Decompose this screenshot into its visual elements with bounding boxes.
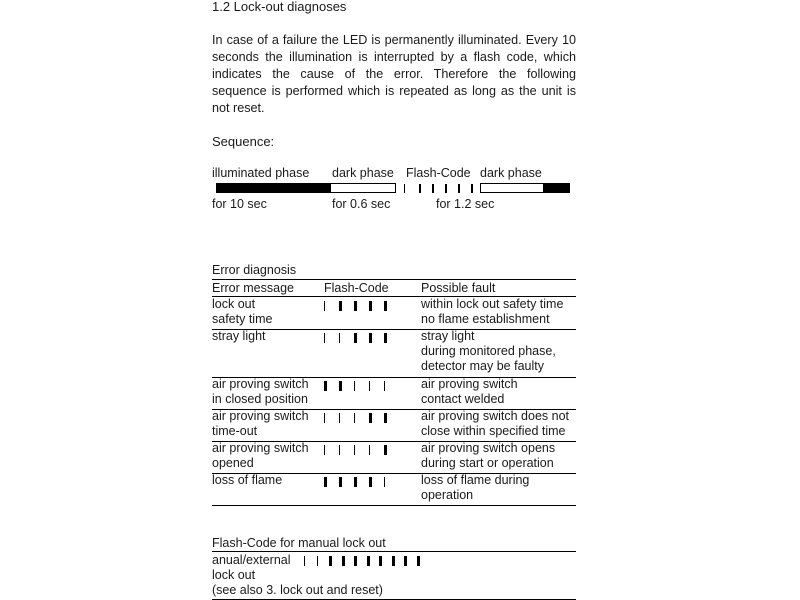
possible-fault-text: air proving switch does not xyxy=(421,409,569,423)
possible-fault-text: stray light xyxy=(421,329,475,343)
flash-long-mark xyxy=(384,413,387,423)
flash-short-mark xyxy=(304,556,305,566)
sequence-diagram xyxy=(212,166,576,216)
dark-phase-bar-2 xyxy=(480,183,544,193)
error-message-text: loss of flame xyxy=(212,473,283,487)
flash-tick xyxy=(432,184,434,193)
possible-fault-text: no flame establishment xyxy=(421,312,550,326)
illuminated-phase-label: illuminated phase xyxy=(212,166,310,180)
flash-long-mark xyxy=(369,301,372,311)
table-rule xyxy=(212,551,576,552)
flash-long-mark xyxy=(339,477,342,487)
flash-short-mark xyxy=(354,445,355,455)
flash-long-mark xyxy=(339,381,342,391)
error-message-text: stray light xyxy=(212,329,266,343)
possible-fault-text: contact welded xyxy=(421,392,505,406)
flash-long-mark xyxy=(367,556,370,566)
error-message-text: lock out xyxy=(212,297,256,311)
possible-fault-text: operation xyxy=(421,488,474,502)
illuminated-bar xyxy=(216,183,330,193)
possible-fault-text: air proving switch xyxy=(421,377,518,391)
error-message-text: time-out xyxy=(212,424,258,438)
flash-long-mark xyxy=(354,477,357,487)
flash-short-mark xyxy=(324,301,325,311)
section-heading: 1.2 Lock-out diagnoses xyxy=(212,0,347,14)
possible-fault-text: within lock out safety time xyxy=(421,297,564,311)
possible-fault-text: air proving switch opens xyxy=(421,441,556,455)
intro-paragraph: In case of a failure the LED is permanently illuminated. Every 10 seconds the illumination is interrupted by a flash code, which indicates the cause of the error. Therefore the following sequence is performed which is repeated as long as the unit is not reset. xyxy=(212,33,576,115)
possible-fault-text: loss of flame during xyxy=(421,473,530,487)
error-message-text: opened xyxy=(212,456,254,470)
illuminated-duration: for 10 sec xyxy=(212,197,267,211)
flash-short-mark xyxy=(354,381,355,391)
flash-short-mark xyxy=(354,413,355,423)
table-rule xyxy=(212,329,576,330)
sequence-label: Sequence: xyxy=(212,134,275,149)
flash-short-mark xyxy=(317,556,318,566)
flash-tick xyxy=(445,184,447,193)
flash-long-mark xyxy=(369,413,372,423)
flash-long-mark xyxy=(369,333,372,343)
possible-fault-text: during start or operation xyxy=(421,456,554,470)
flash-long-mark xyxy=(369,477,372,487)
dark-phase-label-2: dark phase xyxy=(480,166,542,180)
illuminated-bar-2 xyxy=(544,183,570,193)
flash-long-mark xyxy=(404,556,407,566)
flash-long-mark xyxy=(324,477,327,487)
flash-short-mark xyxy=(324,333,325,343)
possible-fault-text: close within specified time xyxy=(421,424,566,438)
error-message-text: air proving switch xyxy=(212,441,309,455)
header-possible-fault: Possible fault xyxy=(421,281,496,295)
flash-short-mark xyxy=(324,413,325,423)
manual-message-line-3: (see also 3. lock out and reset) xyxy=(212,583,383,597)
manual-table-title: Flash-Code for manual lock out xyxy=(212,536,386,550)
flash-long-mark xyxy=(342,556,345,566)
table-rule xyxy=(212,279,576,280)
flash-short-mark xyxy=(369,445,370,455)
flash-long-mark xyxy=(354,301,357,311)
flash-short-mark xyxy=(339,413,340,423)
manual-message-line-2: lock out xyxy=(212,568,256,582)
flash-long-mark xyxy=(384,445,387,455)
error-message-text: safety time xyxy=(212,312,273,326)
table-rule xyxy=(212,505,576,506)
error-table-title: Error diagnosis xyxy=(212,263,297,277)
flash-long-mark xyxy=(392,556,395,566)
flash-short-mark xyxy=(339,333,340,343)
flash-short-mark xyxy=(384,381,385,391)
flash-long-mark xyxy=(384,333,387,343)
flash-short-mark xyxy=(339,445,340,455)
flash-short-mark xyxy=(369,381,370,391)
flash-tick xyxy=(458,184,460,193)
possible-fault-text: detector may be faulty xyxy=(421,359,544,373)
flash-long-mark xyxy=(329,556,332,566)
flash-long-mark xyxy=(384,301,387,311)
error-message-text: in closed position xyxy=(212,392,308,406)
dark-phase-label-1: dark phase xyxy=(332,166,394,180)
header-error-message: Error message xyxy=(212,281,294,295)
flash-long-mark xyxy=(339,301,342,311)
error-message-text: air proving switch xyxy=(212,409,309,423)
flash-duration: for 1.2 sec xyxy=(436,197,495,211)
flash-long-mark xyxy=(379,556,382,566)
flash-tick-short xyxy=(404,184,405,193)
flash-short-mark xyxy=(384,477,385,487)
dark-phase-bar-1 xyxy=(330,183,396,193)
flash-tick xyxy=(471,184,473,193)
flash-long-mark xyxy=(354,333,357,343)
header-flash-code: Flash-Code xyxy=(324,281,389,295)
possible-fault-text: during monitored phase, xyxy=(421,344,556,358)
flash-tick xyxy=(419,184,421,193)
flash-long-mark xyxy=(354,556,357,566)
error-message-text: air proving switch xyxy=(212,377,309,391)
flash-long-mark xyxy=(417,556,420,566)
flash-short-mark xyxy=(324,445,325,455)
flash-code-label: Flash-Code xyxy=(406,166,471,180)
flash-long-mark xyxy=(324,381,327,391)
manual-message-line-1: anual/external xyxy=(212,553,291,567)
dark-duration: for 0.6 sec xyxy=(332,197,391,211)
